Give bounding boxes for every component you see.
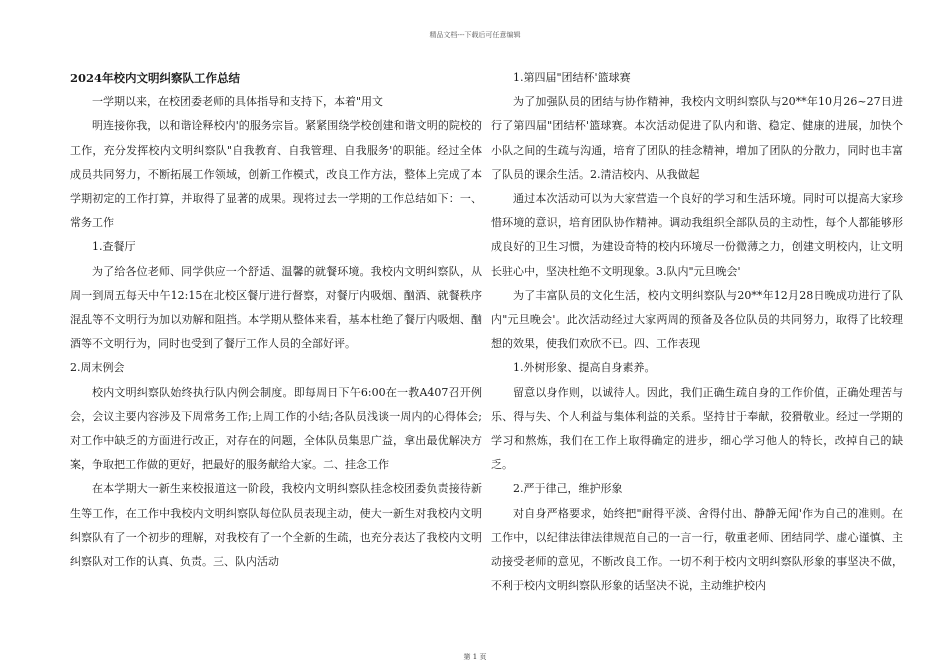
paragraph: 为了加强队员的团结与协作精神，我校内文明纠察队与20**年10月26~27日进行了第四届"团结杯'篮球赛。本次活动促进了队内和谐、稳定、健康的进展，加快个小队之间的生疏与沟通，培育了团队的挂念精神，增加了团队的分散力，同时也丰富了队员的课余生活。2.清洁校内、从我做起 xyxy=(491,95,903,181)
paragraph: 留意以身作则，以诚待人。因此，我们正确生疏自身的工作价值，正确处理苦与乐、得与失、个人利益与集体利益的关系。坚持甘于奉献，狡猾敬业。经过一学期的学习和熬炼，我们在工作上取得确定的进步，细心学习他人的特长，改掉自己的缺乏。 xyxy=(491,385,903,472)
section-heading: 1.第四届"团结杯'篮球赛 xyxy=(513,71,631,84)
section-heading: 2.严于律己，维护形象 xyxy=(513,482,623,496)
document-title: 2024年校内文明纠察队工作总结 xyxy=(70,71,241,85)
left-column xyxy=(70,66,482,574)
page-header: 精品文档---下载后可任意编辑 xyxy=(429,31,521,39)
paragraph: 校内文明纠察队始终执行队内例会制度。即每周日下午6:00在一教A407召开例会，会议主要内容涉及下周常务工作;上周工作的小结;各队员浅谈一周内的心得体会;对工作中缺乏的方面进行改正，对存在的问题，全体队员集思广益，拿出最优解决方案，争取把工作做的更好，把最好的服务献给大家。二、挂念工作 xyxy=(70,385,482,472)
paragraph: 明连接你我，以和谐诠释校内'的服务宗旨。紧紧围绕学校创建和谐文明的院校的工作，充分发挥校内文明纠察队"自我教育、自我管理、自我服务'的职能。经过全体成员共同努力，不断拓展工作领域，创新工作模式，改良工作方法，整体上完成了本学期初定的工作打算，并取得了显著的成果。现将过去一学期的工作总结如下：一、常务工作 xyxy=(70,119,482,230)
paragraph: 一学期以来，在校团委老师的具体指导和支持下，本着"用文 xyxy=(92,95,384,109)
paragraph: 通过本次活动可以为大家营造一个良好的学习和生活环境。同时可以提高大家珍惜环境的意识，培育团队协作精神。调动我组织全部队员的主动性，每个人都能够形成良好的卫生习惯，为建设奇特的校内环境尽一份微薄之力，创建文明校内，让文明长驻心中，坚决杜绝不文明现象。3.队内"元旦晚会' xyxy=(491,192,903,278)
paragraph: 对自身严格要求，始终把"耐得平淡、舍得付出、静静无闻'作为自己的准则。在工作中，以纪律法律法律规范自己的一言一行，敬重老师、团结同学、虚心谨慎、主动接受老师的意见，不断改良工作。一切不利于校内文明纠察队形象的事坚决不做，不利于校内文明纠察队形象的话坚决不说，主动维护校内 xyxy=(491,506,903,593)
right-column xyxy=(491,66,903,598)
paragraph: 为了给各位老师、同学供应一个舒适、温馨的就餐环境。我校内文明纠察队，从周一到周五每天中午12:15在北校区餐厅进行督察，对餐厅内吸烟、酗酒、就餐秩序混乱等不文明行为加以劝解和阻挡。本学期从整体来看，基本杜绝了餐厅内吸烟、酗酒等不文明行为，同时也受到了餐厅工作人员的全部好评。 xyxy=(70,264,482,351)
section-heading: 1.查餐厅 xyxy=(92,240,136,254)
paragraph: 在本学期大一新生来校报道这一阶段，我校内文明纠察队挂念校团委负责接待新生等工作，在工作中我校内文明纠察队每位队员表现主动，使大一新生对我校内文明纠察队有了一个初步的理解，对我校有了一个全新的生疏，也充分表达了我校内文明纠察队对工作的认真、负责。三、队内活动 xyxy=(70,482,482,569)
page-footer: 第 1 页 xyxy=(463,653,487,661)
section-heading: 1.外树形象、提高自身素养。 xyxy=(513,361,656,375)
section-heading: 2.周末例会 xyxy=(70,361,125,375)
paragraph: 为了丰富队员的文化生活，校内文明纠察队与20**年12月28日晚成功进行了队内"元旦晚会'。此次活动经过大家两周的预备及各位队员的共同努力，取得了比较理想的效果，使我们欢欣不已。四、工作表现 xyxy=(491,288,903,351)
